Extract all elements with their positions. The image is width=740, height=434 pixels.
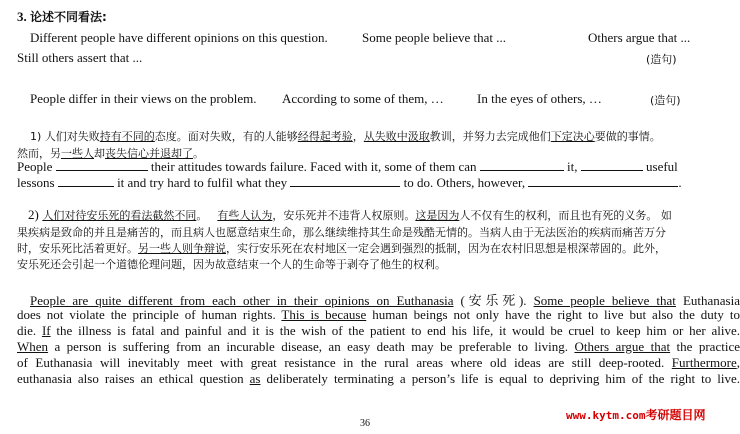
underlined-phrase: Furthermore [671,355,737,370]
pattern2-part-a: People differ in their views on the problem. [30,91,257,106]
section-title: 论述不同看法: [30,10,107,24]
exercise1-en-line1 [17,159,678,175]
site-url[interactable]: www.kytm.com [566,409,646,422]
text-span: it, [567,159,578,174]
exercise2-line1 [28,207,672,223]
underlined-phrase: When [17,339,49,354]
underlined-phrase: 有些人认为 [217,209,273,222]
pattern1-part-d: Still others assert that ... [17,50,143,65]
essay-line3 [17,323,740,339]
text-span: ，安乐死并不违背人权原则。 [272,209,416,222]
text-span: ，实行安乐死在农村地区一定会遇到强烈的抵制，因为在农村旧思想是根深蒂固的。此外， [226,242,666,255]
text-span: useful [646,159,678,174]
text-span: human beings not only have the right to live but also the duty to [366,307,740,322]
text-span: deliberately terminating a person’s life is equal to depriving him of the right to live. [260,371,740,386]
answer-blank[interactable] [56,160,148,171]
text-span: the illness is fatal and painful and it is the wish of the patient to end his life, it would be cruel to keep him or her alive. [50,323,740,338]
exercise2-line2: 果疾病是致命的并且是痛苦的，而且病人也愿意结束生命，那么继续维持其生命是残酷无情的。当病人由于无法医治的疾病而痛苦万分 [17,226,666,239]
text-span: of Euthanasia will inevitably meet with great resistance in the rural areas where old ideas are still deep-rooted. [17,355,672,370]
text-span: 却 [94,147,105,160]
pattern1-tag: (造句) [646,53,677,66]
pattern1-part-b: Some people believe that ... [362,30,507,45]
text-span: 时，安乐死比活着更好。 [17,242,138,255]
text-span: the practice [670,339,740,354]
text-span: 人们对失败 [44,130,100,143]
underlined-phrase: 这是因为 [415,209,460,222]
underlined-phrase: 从失败中 [363,130,408,143]
site-watermark [566,406,706,424]
exercise1-en-line2 [17,175,682,191]
underlined-phrase: 人们对待安乐死的看法截然不同 [42,209,197,222]
text-span: 人不仅有生的权利，而且也有死的义务。 如 [459,209,672,222]
answer-blank[interactable] [290,176,400,187]
text-span: a person is suffering from an incurable disease, an easy death may be preferable to living. [48,339,575,354]
underlined-phrase: If [41,323,51,338]
underlined-phrase: as [249,371,261,386]
section-number: 3. [17,9,27,24]
text-span: (安乐死). [453,293,534,308]
essay-line6 [17,371,740,387]
text-span: their attitudes towards failure. Faced with it, some of them can [150,159,477,174]
section-heading [17,8,107,25]
underlined-phrase: 下定决心 [550,130,595,143]
answer-blank[interactable] [528,176,678,187]
pattern2-tag: (造句) [650,94,681,107]
page-number: 36 [360,418,370,429]
underlined-phrase: Others argue that [574,339,671,354]
pattern1-part-c: Others argue that ... [588,30,691,45]
underlined-phrase: People are quite different from each other in their opinions on Euthanasia [30,293,454,308]
text-span: it and try hard to fulfil what they [117,175,288,190]
text-span: does not violate the principle of human rights. [17,307,282,322]
text-span: Euthanasia [675,293,740,308]
underlined-phrase: 一些人 [61,147,94,160]
exercise2-line4: 安乐死还会引起一个道德伦理问题，因为故意结束一个人的生命等于剥夺了他生的权利。 [17,258,446,271]
underlined-phrase: Some people believe that [533,293,676,308]
pattern1-part-a: Different people have different opinions on this question. [30,30,328,45]
underlined-phrase: 持有不同的 [99,130,155,143]
text-span: 然而，另 [17,147,61,160]
pattern2-part-c: In the eyes of others, … [477,91,602,106]
text-span: 态度。面对失败，有的人能够 [154,130,298,143]
answer-blank[interactable] [58,176,114,187]
text-span: die. [17,323,42,338]
essay-line4 [17,339,740,355]
pattern2-part-b: According to some of them, … [282,91,444,106]
text-span: to do. Others, however, [403,175,526,190]
underlined-phrase: 另一些人则争辩说 [138,242,226,255]
underlined-phrase: 丧失信心并退却了 [105,147,193,160]
exercise2-line3 [17,240,666,256]
text-span: lessons [17,175,55,190]
underlined-phrase: 汲取 [407,130,430,143]
text-span: 。 [193,147,204,160]
exercise2-marker: 2) [28,207,39,222]
text-span: euthanasia also raises an ethical question [17,371,250,386]
answer-blank[interactable] [480,160,564,171]
exercise1-cn-line1 [30,128,661,144]
text-span: 要做的事情。 [594,130,661,143]
text-span: People [17,159,53,174]
text-span: 教训，并努力去完成他们 [429,130,551,143]
text-span: . [678,175,682,190]
site-brand: 考研题目网 [645,408,706,422]
answer-blank[interactable] [581,160,643,171]
underlined-phrase: This is because [281,307,367,322]
text-span: 。 [196,209,208,222]
exercise1-marker: 1) [30,130,42,143]
text-span: , [736,355,740,370]
text-span: ， [352,130,364,143]
essay-line5 [17,355,740,371]
essay-line2 [17,307,740,323]
underlined-phrase: 经得起考验 [297,130,353,143]
